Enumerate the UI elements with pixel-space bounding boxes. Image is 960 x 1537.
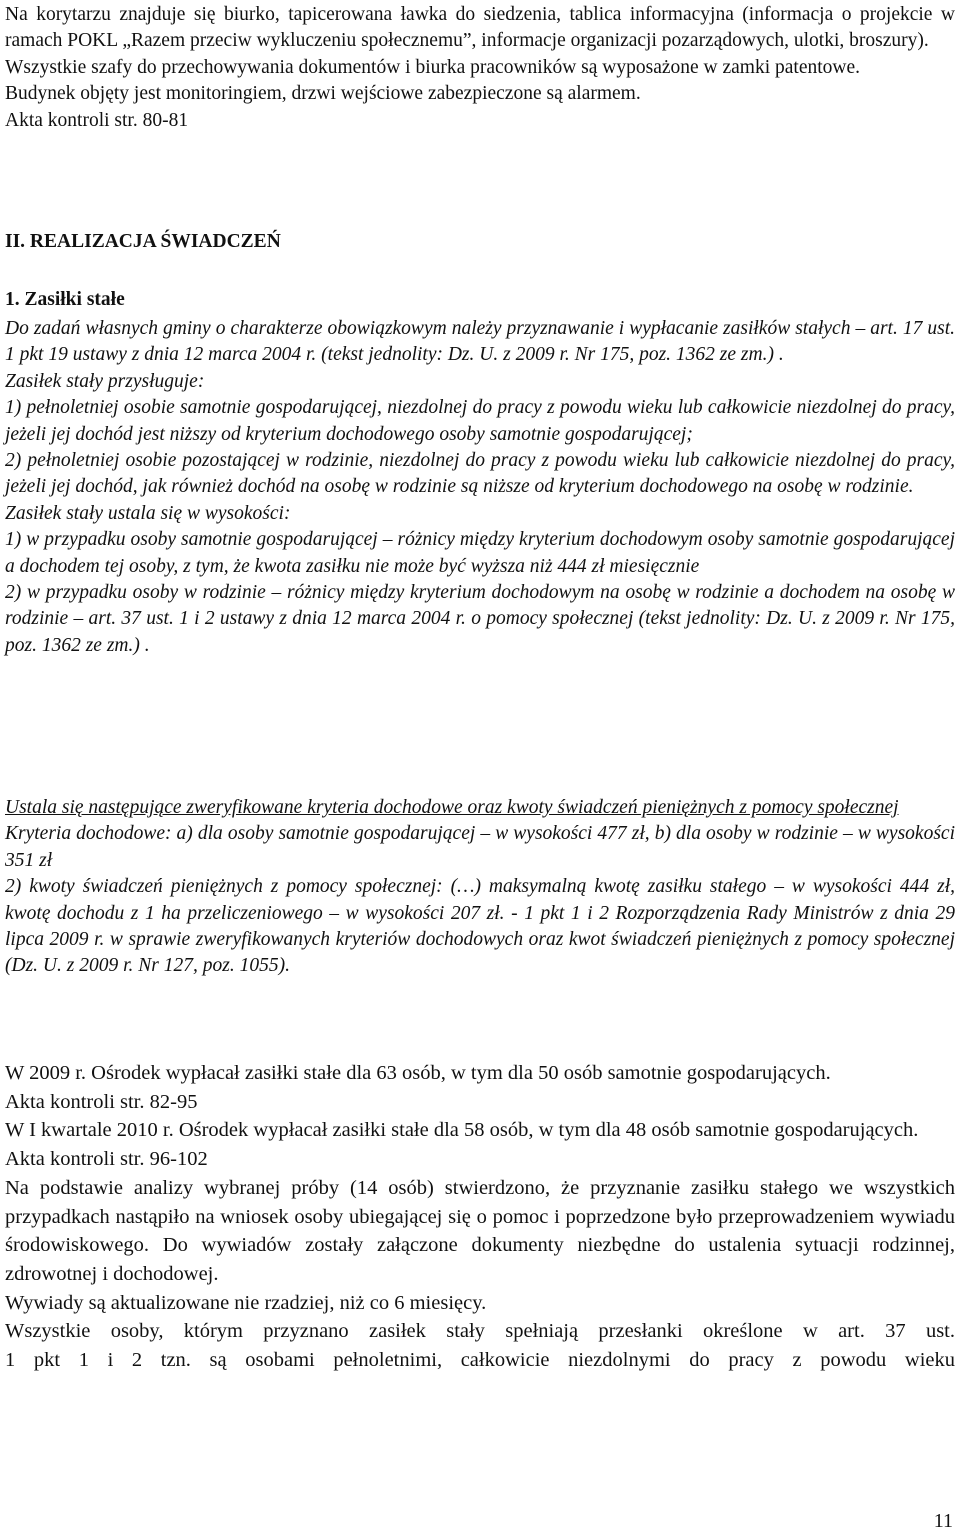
entitlement-point-2: 2) pełnoletniej osobie pozostającej w rodzinie, niezdolnej do pracy z powodu wieku lub całkowicie niezdolnej do pracy, jeżeli jej dochód, jak również dochód na osobę w rodzinie są niższe od kryterium dochodowego na osobę w rodzinie. [5,450,955,498]
audit-reference: Akta kontroli str. 80-81 [5,109,189,131]
entitlement-point-1: 1) pełnoletniej osobie samotnie gospodarującej, niezdolnej do pracy z powodu wieku lub całkowicie niezdolnej do pracy, jeżeli jej dochód jest niższy od kryterium dochodowego osoby samotnie gospodarującej; [5,397,955,445]
eligibility-line-1: Wszystkie osoby, którym przyznano zasiłek stały spełniają przesłanki określone w art. 37 ust. [5,1320,955,1343]
amount-point-1: 1) w przypadku osoby samotnie gospodarującej – różnicy między kryterium dochodowym osoby samotnie gospodarującej a dochodem tej osoby, z tym, że kwota zasiłku nie może być wyższa niż 444 zł miesięcznie [5,529,955,577]
audit-reference-2009: Akta kontroli str. 82-95 [5,1090,198,1113]
legal-basis-paragraph: Do zadań własnych gminy o charakterze obowiązkowym należy przyznawanie i wypłacanie zasiłków stałych – art. 17 ust. 1 pkt 19 ustawy z dnia 12 marca 2004 r. (tekst jednolity: Dz. U. z 2009 r. Nr 175, poz. 1362 ze zm.) . [5,318,955,366]
audit-reference-2010: Akta kontroli str. 96-102 [5,1148,208,1171]
paragraph-cabinets: Wszystkie szafy do przechowywania dokumentów i biurka pracowników są wyposażone w zamki patentowe. [5,56,861,78]
amount-intro: Zasiłek stały ustala się w wysokości: [5,502,291,524]
criteria-intro: Ustala się następujące zweryfikowane kryteria dochodowe oraz kwoty świadczeń pieniężnych z pomocy społecznej [5,797,899,818]
intro-block [5,2,955,134]
legal-basis-block [5,316,955,659]
benefit-amounts: 2) kwoty świadczeń pieniężnych z pomocy społecznej: (…) maksymalną kwotę zasiłku stałego – w wysokości 444 zł, kwotę dochodu z 1 ha przeliczeniowego – w wysokości 207 zł. - 1 pkt 1 i 2 Rozporządzenia Rady Ministrów z dnia 29 lipca 2009 r. w sprawie zweryfikowanych kryteriów dochodowych oraz kwot świadczeń pieniężnych z pomocy społecznej (Dz. U. z 2009 r. Nr 127, poz. 1055). [5,876,955,977]
criteria-block [5,795,955,980]
paragraph-monitoring: Budynek objęty jest monitoringiem, drzwi wejściowe zabezpieczone są alarmem. [5,83,641,105]
finding-2009: W 2009 r. Ośrodek wypłacał zasiłki stałe dla 63 osób, w tym dla 50 osób samotnie gospodarujących. [5,1062,831,1084]
page-number: 11 [933,1510,953,1532]
sample-analysis-paragraph: Na podstawie analizy wybranej próby (14 osób) stwierdzono, że przyznanie zasiłku stałego we wszystkich przypadkach nastąpiło na wniosek osoby ubiegającej się o pomoc i poprzedzone było przeprowadzeniem wywiadu środowiskowego. Do wywiadów zostały załączone dokumenty niezbędne do ustalenia sytuacji rodzinnej, zdrowotnej i dochodowej. [5,1176,955,1285]
subsection-heading: 1. Zasiłki stałe [5,289,125,310]
amount-point-2: 2) w przypadku osoby w rodzinie – różnicy między kryterium dochodowym na osobę w rodzinie a dochodem na osobę w rodzinie – art. 37 ust. 1 i 2 ustawy z dnia 12 marca 2004 r. o pomocy społecznej (tekst jednolity: Dz. U. z 2009 r. Nr 175, poz. 1362 ze zm.) . [5,582,955,656]
interview-update-note: Wywiady są aktualizowane nie rzadziej, niż co 6 miesięcy. [5,1291,487,1314]
entitlement-intro: Zasiłek stały przysługuje: [5,370,205,392]
eligibility-line-2: 1 pkt 1 i 2 tzn. są osobami pełnoletnimi, całkowicie niezdolnymi do pracy z powodu wieku [5,1349,955,1372]
findings-block [5,1059,955,1375]
finding-2010-q1: W I kwartale 2010 r. Ośrodek wypłacał zasiłki stałe dla 58 osób, w tym dla 48 osób samotnie gospodarujących. [5,1119,919,1142]
paragraph-corridor: Na korytarzu znajduje się biurko, tapicerowana ławka do siedzenia, tablica informacyjna (informacja o projekcie w ramach POKL „Razem przeciw wykluczeniu społecznemu”, informacje organizacji pozarządowych, ulotki, broszury). [5,4,955,52]
income-criteria: Kryteria dochodowe: a) dla osoby samotnie gospodarującej – w wysokości 477 zł, b) dla osoby w rodzinie – w wysokości 351 zł [5,823,955,871]
section-heading: II. REALIZACJA ŚWIADCZEŃ [5,231,281,252]
